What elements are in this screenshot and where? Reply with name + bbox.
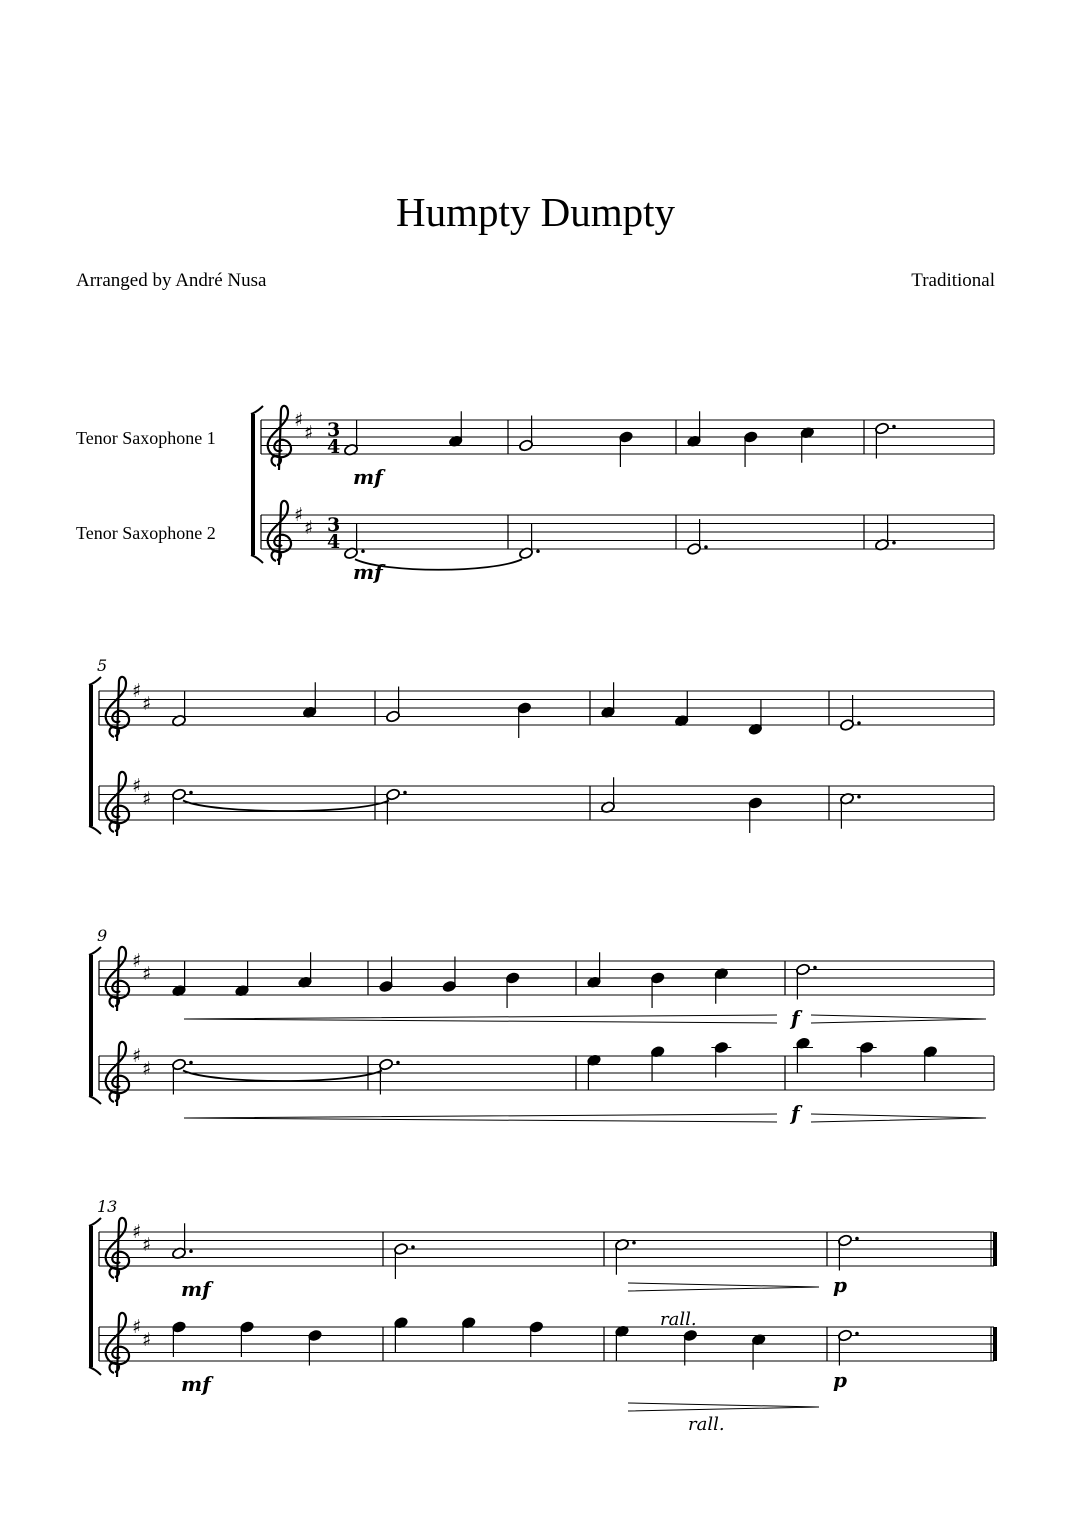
dynamic-mf: mf bbox=[181, 1372, 211, 1396]
treble-clef bbox=[106, 947, 129, 1011]
key-sharp: ♯ bbox=[142, 1233, 152, 1256]
dynamic-p: p bbox=[833, 1273, 847, 1297]
treble-clef bbox=[106, 1218, 129, 1282]
dynamic-mf: mf bbox=[181, 1277, 211, 1301]
bracket-hook bbox=[89, 947, 101, 955]
crescendo-hairpin bbox=[184, 1015, 777, 1023]
treble-clef bbox=[106, 1313, 129, 1377]
diminuendo-hairpin bbox=[811, 1015, 986, 1023]
key-sharp: ♯ bbox=[142, 1328, 152, 1351]
note-dot bbox=[704, 545, 708, 549]
treble-clef bbox=[106, 772, 129, 836]
treble-clef bbox=[268, 406, 291, 470]
key-sharp: ♯ bbox=[132, 950, 142, 972]
measure-number: 5 bbox=[97, 656, 108, 675]
bracket-hook bbox=[89, 1218, 101, 1226]
key-sharp: ♯ bbox=[142, 962, 152, 985]
note-dot bbox=[411, 1245, 415, 1249]
dynamic-f: f bbox=[791, 1006, 800, 1030]
measure-number: 9 bbox=[97, 926, 108, 945]
key-sharp: ♯ bbox=[132, 680, 142, 702]
key-sharp: ♯ bbox=[142, 1057, 152, 1080]
tie bbox=[183, 801, 389, 812]
note-dot bbox=[892, 425, 896, 429]
key-sharp: ♯ bbox=[132, 775, 142, 797]
note-dot bbox=[189, 791, 193, 795]
key-sharp: ♯ bbox=[132, 1316, 142, 1338]
note-dot bbox=[892, 541, 896, 545]
key-sharp: ♯ bbox=[142, 692, 152, 715]
composer-credit: Traditional bbox=[911, 270, 995, 291]
key-sharp: ♯ bbox=[304, 421, 314, 444]
score-title: Humpty Dumpty bbox=[395, 189, 676, 235]
treble-clef bbox=[106, 677, 129, 741]
tie bbox=[183, 1071, 382, 1082]
rall-text: rall. bbox=[688, 1414, 725, 1435]
time-sig-top: 3 bbox=[327, 514, 341, 536]
dynamic-mf: mf bbox=[353, 560, 383, 584]
arranger-credit: Arranged by André Nusa bbox=[76, 270, 267, 291]
note-dot bbox=[396, 1061, 400, 1065]
bracket-hook bbox=[89, 1367, 101, 1375]
bracket-hook bbox=[89, 677, 101, 685]
note-dot bbox=[536, 549, 540, 553]
diminuendo-hairpin bbox=[811, 1114, 986, 1122]
note-dot bbox=[813, 966, 817, 970]
key-sharp: ♯ bbox=[304, 516, 314, 539]
bracket-hook bbox=[251, 406, 263, 414]
time-sig-top: 3 bbox=[327, 419, 341, 441]
measure-number: 13 bbox=[97, 1197, 118, 1216]
note-dot bbox=[632, 1241, 636, 1245]
diminuendo-hairpin bbox=[628, 1283, 819, 1291]
note-dot bbox=[361, 549, 365, 553]
rall-text: rall. bbox=[660, 1309, 697, 1330]
time-sig-bottom: 4 bbox=[327, 436, 341, 458]
note-dot bbox=[857, 721, 861, 725]
key-sharp: ♯ bbox=[142, 787, 152, 810]
key-sharp: ♯ bbox=[294, 409, 304, 431]
note-dot bbox=[403, 791, 407, 795]
dynamic-mf: mf bbox=[353, 465, 383, 489]
key-sharp: ♯ bbox=[132, 1221, 142, 1243]
note-dot bbox=[855, 1332, 859, 1336]
note-dot bbox=[189, 1249, 193, 1253]
treble-clef bbox=[106, 1042, 129, 1106]
crescendo-hairpin bbox=[184, 1114, 777, 1122]
dynamic-f: f bbox=[791, 1101, 800, 1125]
dynamic-p: p bbox=[833, 1368, 847, 1392]
diminuendo-hairpin bbox=[628, 1403, 819, 1411]
time-sig-bottom: 4 bbox=[327, 531, 341, 553]
treble-clef bbox=[268, 501, 291, 565]
note-dot bbox=[855, 1237, 859, 1241]
note-dot bbox=[857, 795, 861, 799]
key-sharp: ♯ bbox=[132, 1045, 142, 1067]
bracket-hook bbox=[89, 826, 101, 834]
note-dot bbox=[189, 1061, 193, 1065]
instrument-label-1: Tenor Saxophone 1 bbox=[76, 428, 216, 448]
key-sharp: ♯ bbox=[294, 504, 304, 526]
bracket-hook bbox=[251, 555, 263, 563]
bracket-hook bbox=[89, 1096, 101, 1104]
instrument-label-2: Tenor Saxophone 2 bbox=[76, 523, 216, 543]
